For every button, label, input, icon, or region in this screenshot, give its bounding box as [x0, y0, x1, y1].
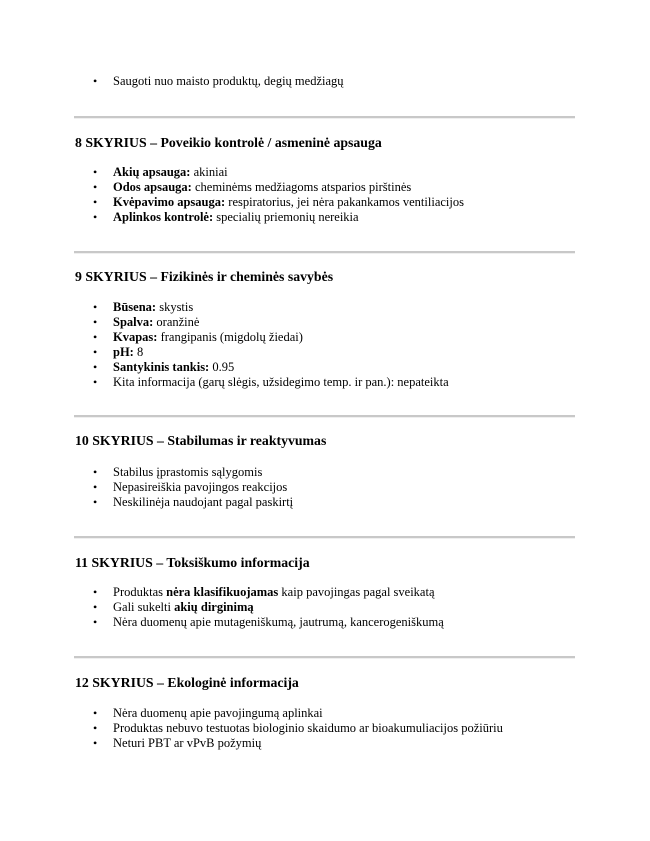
list-item: • Produktas nėra klasifikuojamas kaip pavojingas pagal sveikatą [113, 585, 444, 600]
section-10-list [113, 465, 293, 510]
section-divider [74, 536, 575, 539]
list-item: • Aplinkos kontrolė: specialių priemonių nereikia [113, 210, 464, 225]
section-12-list [113, 706, 503, 751]
list-item: • Akių apsauga: akiniai [113, 165, 464, 180]
section-9-list [113, 300, 449, 390]
list-item: • Kvėpavimo apsauga: respiratorius, jei nėra pakankamos ventiliacijos [113, 195, 464, 210]
list-item: • Būsena: skystis [113, 300, 449, 315]
list-item: • Spalva: oranžinė [113, 315, 449, 330]
list-item: • Nėra duomenų apie mutageniškumą, jautrumą, kancerogeniškumą [113, 615, 444, 630]
list-item: • Neturi PBT ar vPvB požymių [113, 736, 503, 751]
section-8-heading: 8 SKYRIUS – Poveikio kontrolė / asmeninė apsauga [75, 135, 382, 150]
section-10-heading: 10 SKYRIUS – Stabilumas ir reaktyvumas [75, 433, 327, 448]
section-11-list [113, 585, 444, 630]
list-item: • Neskilinėja naudojant pagal paskirtį [113, 495, 293, 510]
list-item: • Odos apsauga: cheminėms medžiagoms atsparios pirštinės [113, 180, 464, 195]
list-item: • Kvapas: frangipanis (migdolų žiedai) [113, 330, 449, 345]
section-divider [74, 251, 575, 254]
list-item: • Kita informacija (garų slėgis, užsidegimo temp. ir pan.): nepateikta [113, 375, 449, 390]
section-divider [74, 415, 575, 418]
list-item: • Produktas nebuvo testuotas biologinio skaidumo ar bioakumuliacijos požiūriu [113, 721, 503, 736]
section-8-list [113, 165, 464, 225]
section-divider [74, 116, 575, 119]
section-11-heading: 11 SKYRIUS – Toksiškumo informacija [75, 555, 310, 570]
section-9-heading: 9 SKYRIUS – Fizikinės ir cheminės savybės [75, 269, 334, 284]
list-item: • Nėra duomenų apie pavojingumą aplinkai [113, 706, 503, 721]
section-divider [74, 656, 575, 659]
storage-list [113, 74, 344, 89]
list-item: • pH: 8 [113, 345, 449, 360]
list-item: • Saugoti nuo maisto produktų, degių medžiagų [113, 74, 344, 89]
list-item: • Nepasireiškia pavojingos reakcijos [113, 480, 293, 495]
list-item: • Gali sukelti akių dirginimą [113, 600, 444, 615]
list-item: • Stabilus įprastomis sąlygomis [113, 465, 293, 480]
section-12-heading: 12 SKYRIUS – Ekologinė informacija [75, 675, 299, 690]
list-item: • Santykinis tankis: 0.95 [113, 360, 449, 375]
